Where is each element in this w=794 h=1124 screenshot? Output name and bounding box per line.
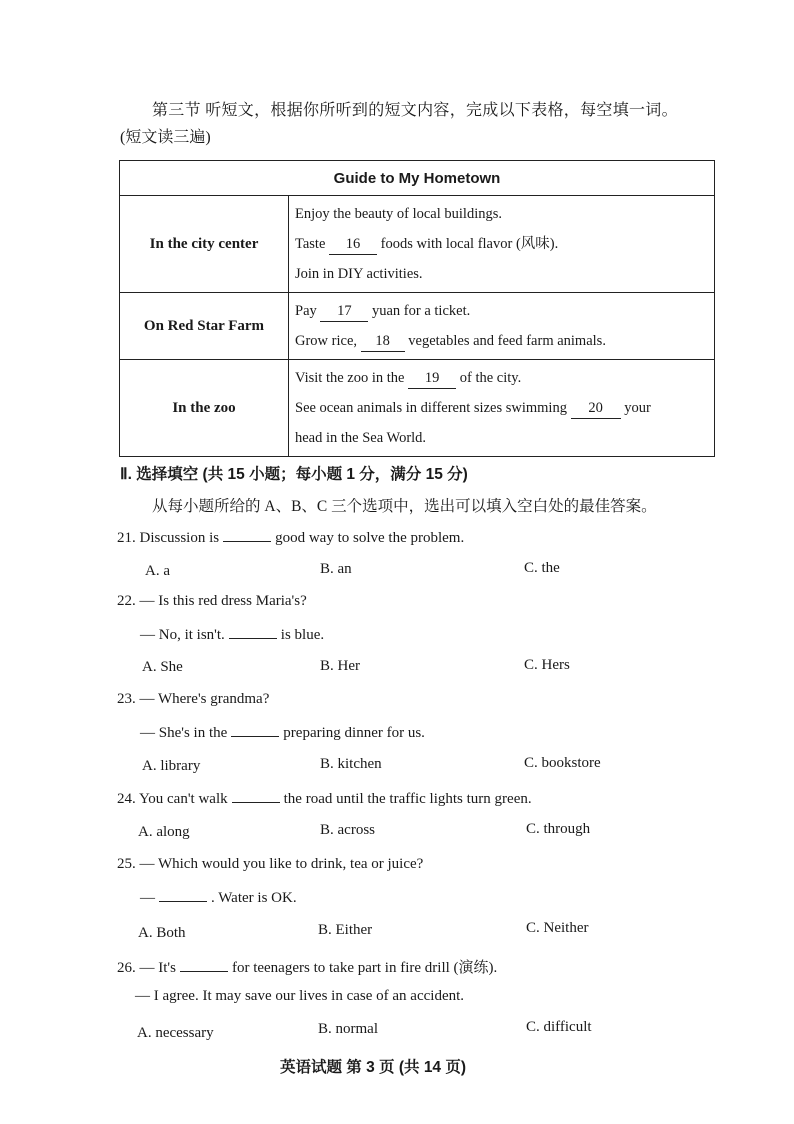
stem-text: 21. Discussion is	[117, 530, 220, 546]
option-a: A. Both	[138, 925, 186, 941]
row-content	[289, 360, 715, 457]
question-22-stem: 22. — Is this red dress Maria's?	[117, 593, 307, 609]
option-c: C. Hers	[524, 657, 570, 673]
section-intro-note: (短文读三遍)	[120, 129, 211, 146]
question-24-stem	[117, 790, 532, 808]
table-row	[120, 196, 715, 293]
part2-instruction: 从每小题所给的 A、B、C 三个选项中，选出可以填入空白处的最佳答案。	[152, 498, 657, 515]
answer-blank	[229, 626, 277, 639]
line-text: vegetables and feed farm animals.	[408, 333, 606, 349]
question-25-stem: 25. — Which would you like to drink, tea or juice?	[117, 856, 424, 872]
answer-blank-19: 19	[408, 368, 456, 389]
option-c: C. difficult	[526, 1019, 592, 1035]
question-23-stem: 23. — Where's grandma?	[117, 691, 270, 707]
answer-blank-17: 17	[320, 301, 368, 322]
content-line: Enjoy the beauty of local buildings.	[295, 206, 502, 222]
line-text: your	[624, 400, 651, 416]
stem-text: — No, it isn't.	[140, 627, 225, 643]
content-line: head in the Sea World.	[295, 430, 427, 446]
stem-text: —	[140, 890, 155, 906]
content-line	[295, 326, 708, 356]
option-a: A. She	[142, 659, 183, 675]
question-26-stem	[117, 956, 497, 977]
row-label: In the zoo	[120, 360, 289, 457]
part2-heading: Ⅱ. 选择填空 (共 15 小题；每小题 1 分，满分 15 分)	[120, 466, 468, 483]
content-line	[295, 296, 708, 326]
section-intro: 第三节 听短文，根据你所听到的短文内容，完成以下表格，每空填一词。	[152, 102, 678, 119]
table-row	[120, 293, 715, 360]
question-25-reply	[140, 889, 297, 907]
line-text: See ocean animals in different sizes swimming	[295, 400, 567, 416]
table-title: Guide to My Hometown	[120, 161, 715, 196]
line-text: Taste	[295, 236, 326, 252]
row-content	[289, 293, 715, 360]
line-text: yuan for a ticket.	[372, 303, 471, 319]
option-b: B. kitchen	[320, 756, 382, 772]
content-line	[295, 363, 708, 393]
option-c: C. the	[524, 560, 560, 576]
answer-blank	[232, 790, 280, 803]
stem-text: the road until the traffic lights turn green.	[283, 791, 532, 807]
option-c: C. bookstore	[524, 755, 601, 771]
answer-blank-16: 16	[329, 234, 377, 255]
option-c: C. Neither	[526, 920, 589, 936]
line-text: Grow rice,	[295, 333, 358, 349]
answer-blank-20: 20	[571, 398, 621, 419]
question-26-reply: — I agree. It may save our lives in case of an accident.	[135, 988, 465, 1004]
option-b: B. Either	[318, 922, 373, 938]
stem-text: is blue.	[280, 627, 325, 643]
content-line: Join in DIY activities.	[295, 266, 423, 282]
row-label: On Red Star Farm	[120, 293, 289, 360]
option-b: B. Her	[320, 658, 360, 674]
line-text: of the city.	[459, 370, 522, 386]
answer-blank-18: 18	[361, 331, 405, 352]
content-line	[295, 229, 708, 259]
stem-text: 24. You can't walk	[117, 791, 228, 807]
content-line	[295, 393, 708, 423]
stem-text: good way to solve the problem.	[275, 530, 465, 546]
table-row	[120, 360, 715, 457]
option-a: A. necessary	[137, 1025, 214, 1041]
answer-blank	[223, 529, 271, 542]
line-text: Visit the zoo in the	[295, 370, 405, 386]
option-b: B. an	[320, 561, 352, 577]
question-22-reply	[140, 626, 324, 644]
answer-blank	[180, 959, 228, 972]
question-23-reply	[140, 724, 425, 742]
line-text: Pay	[295, 303, 317, 319]
option-a: A. library	[142, 758, 201, 774]
stem-text: preparing dinner for us.	[283, 725, 425, 741]
guide-table	[119, 160, 715, 457]
option-c: C. through	[526, 821, 591, 837]
answer-blank	[159, 889, 207, 902]
answer-blank	[231, 724, 279, 737]
stem-text: 26. — It's	[117, 960, 176, 976]
option-a: A. along	[138, 824, 190, 840]
line-text: foods with local flavor (风味).	[380, 236, 559, 252]
page-footer: 英语试题 第 3 页 (共 14 页)	[280, 1059, 467, 1076]
option-b: B. normal	[318, 1021, 378, 1037]
row-content	[289, 196, 715, 293]
stem-text: for teenagers to take part in fire drill (演练).	[231, 960, 498, 976]
stem-text: . Water is OK.	[211, 890, 297, 906]
option-a: A. a	[145, 563, 170, 579]
option-b: B. across	[320, 822, 375, 838]
stem-text: — She's in the	[140, 725, 228, 741]
question-21-stem	[117, 529, 464, 547]
row-label: In the city center	[120, 196, 289, 293]
